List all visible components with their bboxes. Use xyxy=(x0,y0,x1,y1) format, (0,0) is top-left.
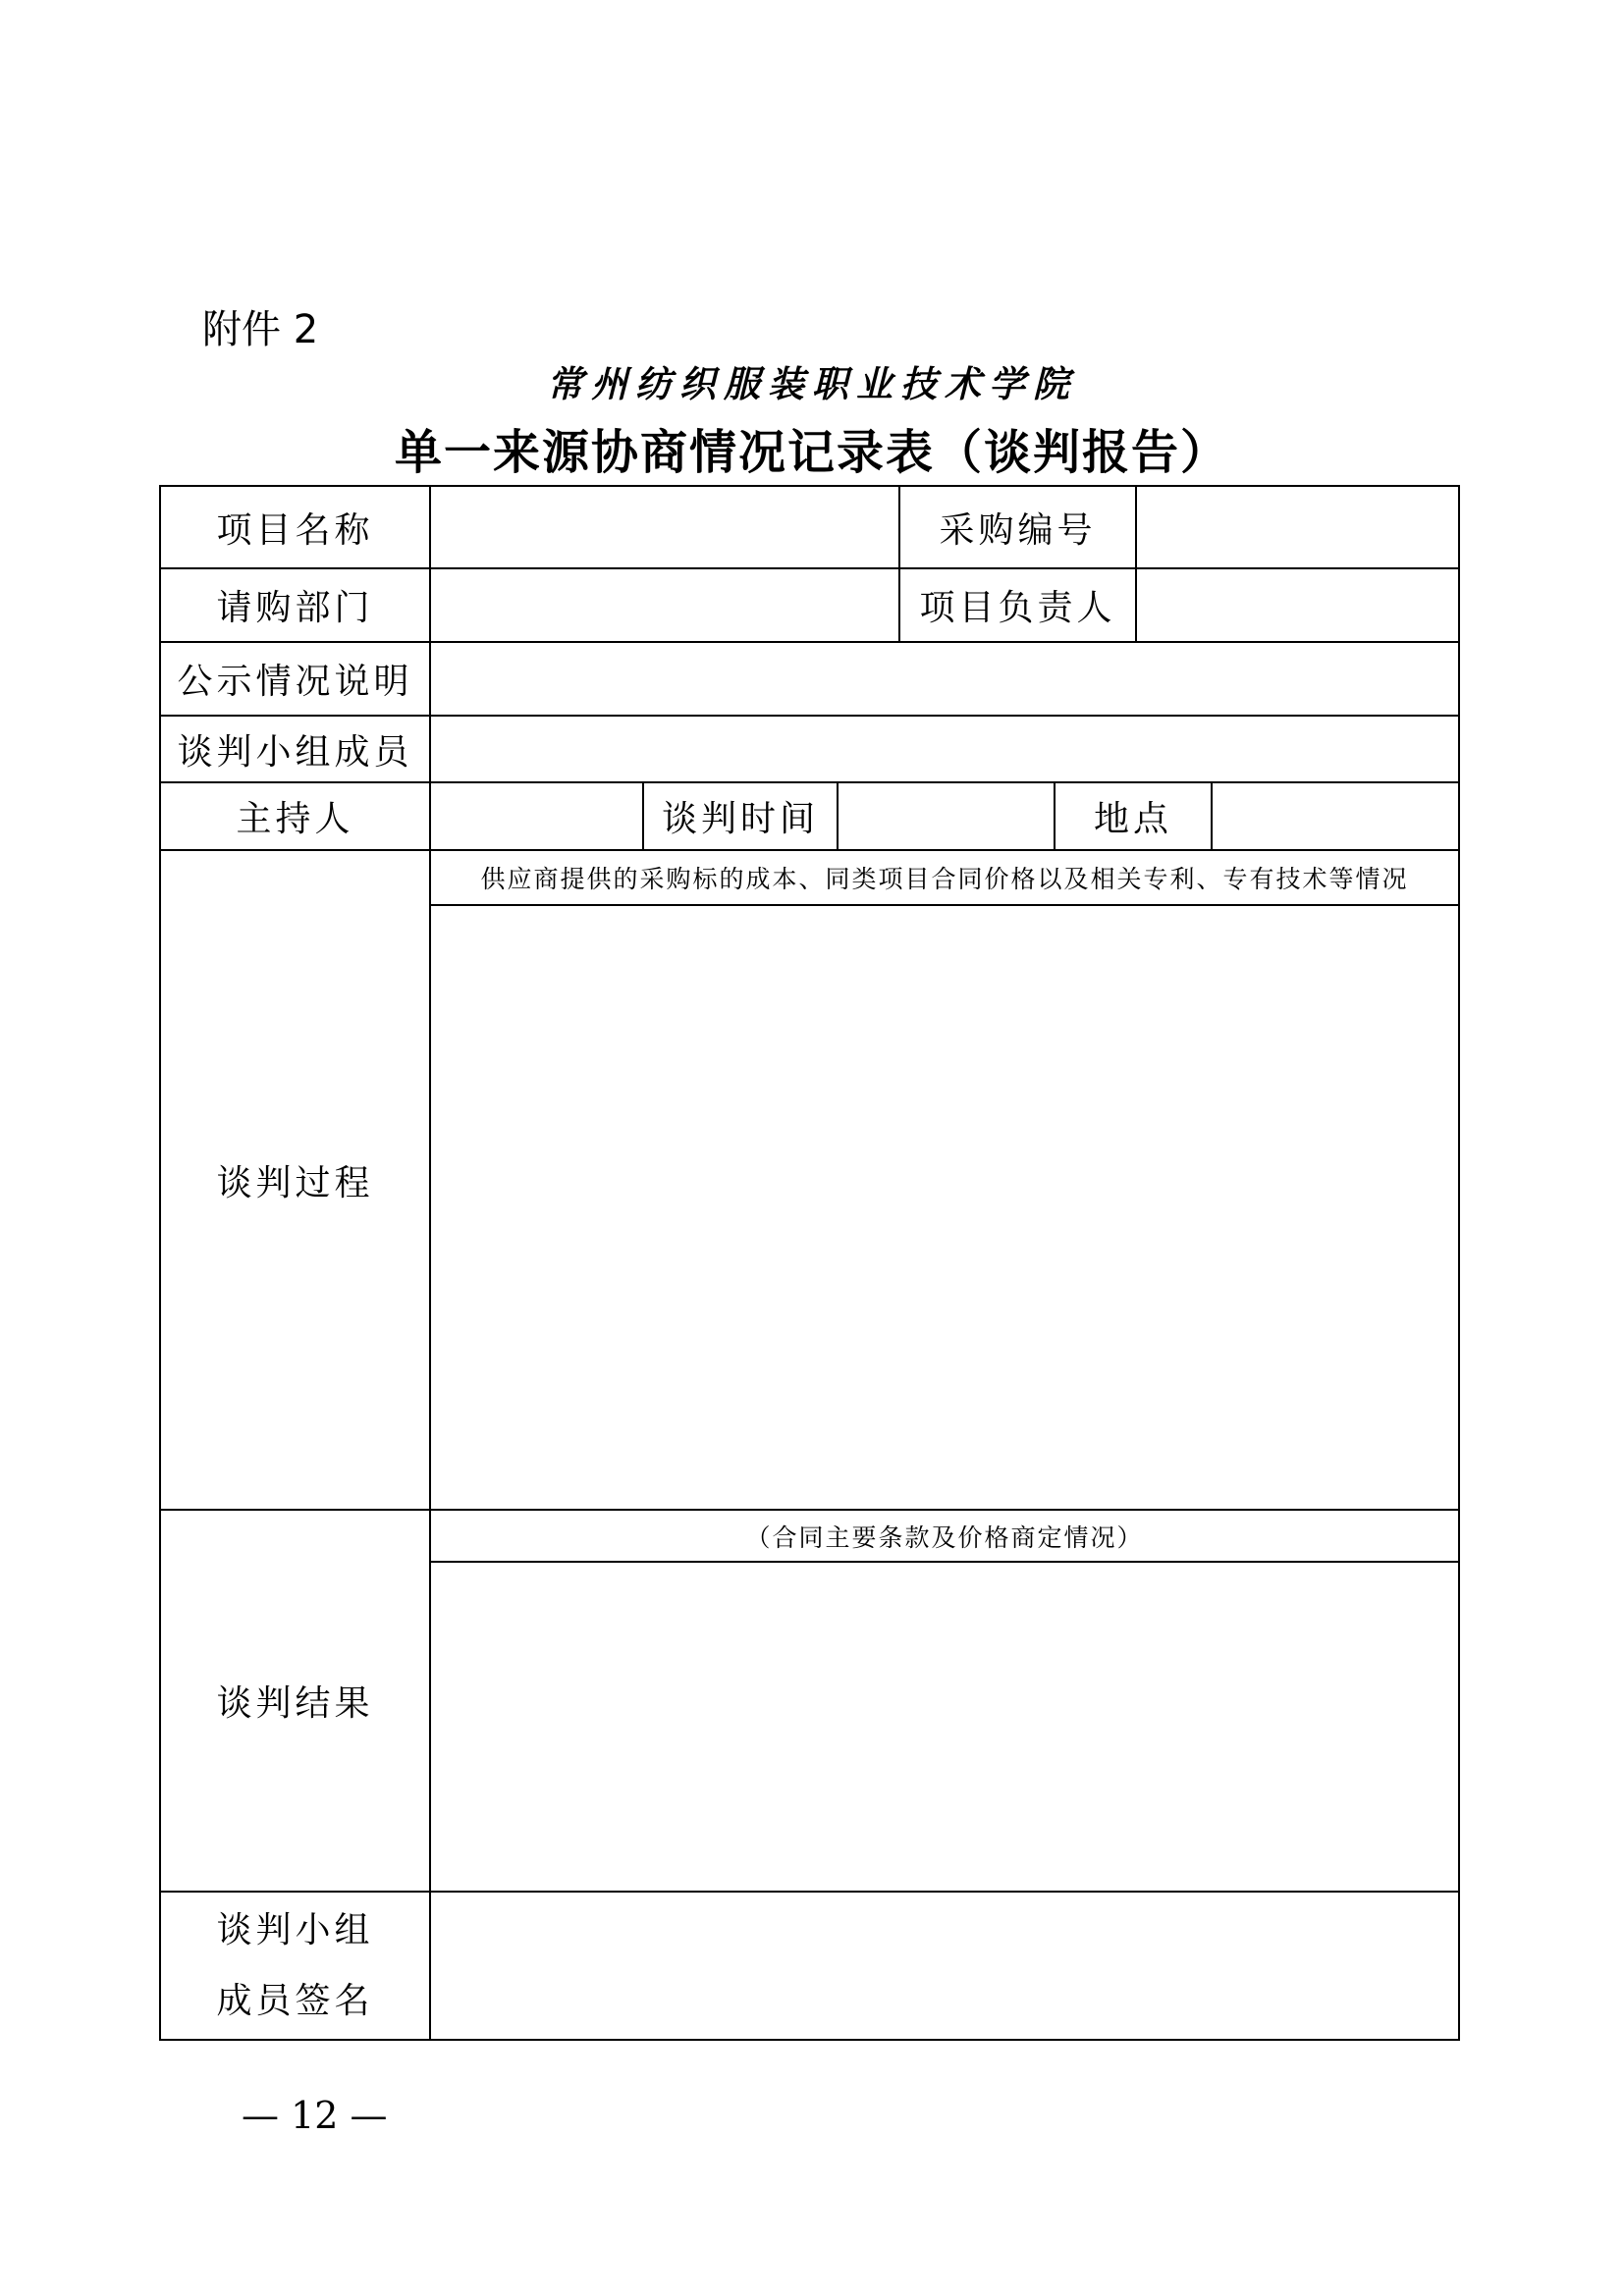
attachment-label: 附件 2 xyxy=(202,307,319,352)
signature-label-line1: 谈判小组 xyxy=(216,1909,374,1950)
result-hint: （合同主要条款及价格商定情况） xyxy=(745,1522,1144,1552)
requesting-dept-field[interactable] xyxy=(431,569,898,641)
process-field[interactable] xyxy=(431,906,1458,1509)
host-field[interactable] xyxy=(431,783,642,849)
procurement-no-label: 采购编号 xyxy=(939,509,1097,551)
team-members-field[interactable] xyxy=(431,717,1458,781)
signature-label-line2: 成员签名 xyxy=(216,1980,374,2021)
negotiation-record-form xyxy=(159,485,1460,2041)
publicity-note-field[interactable] xyxy=(431,643,1458,715)
page-number: — 12 — xyxy=(242,2094,388,2137)
team-members-label: 谈判小组成员 xyxy=(177,731,413,773)
form-title: 单一来源协商情况记录表（谈判报告） xyxy=(394,425,1229,480)
negotiation-time-field[interactable] xyxy=(839,783,1054,849)
host-label: 主持人 xyxy=(236,799,354,839)
result-label: 谈判结果 xyxy=(216,1683,374,1724)
signature-field[interactable] xyxy=(431,1893,1458,2039)
process-hint: 供应商提供的采购标的成本、同类项目合同价格以及相关专利、专有技术等情况 xyxy=(480,865,1409,893)
process-label: 谈判过程 xyxy=(216,1162,374,1203)
project-lead-field[interactable] xyxy=(1137,569,1458,641)
project-name-label: 项目名称 xyxy=(216,509,374,551)
location-field[interactable] xyxy=(1213,783,1458,849)
project-lead-label: 项目负责人 xyxy=(919,588,1116,628)
result-field[interactable] xyxy=(431,1563,1458,1891)
negotiation-time-label: 谈判时间 xyxy=(661,799,819,839)
publicity-note-label: 公示情况说明 xyxy=(177,662,413,702)
project-name-field[interactable] xyxy=(431,487,898,567)
location-label: 地点 xyxy=(1093,799,1172,839)
procurement-no-field[interactable] xyxy=(1137,487,1458,567)
signature-label xyxy=(161,1893,429,2039)
institution-name: 常州纺织服装职业技术学院 xyxy=(547,362,1077,405)
requesting-dept-label: 请购部门 xyxy=(216,588,374,628)
